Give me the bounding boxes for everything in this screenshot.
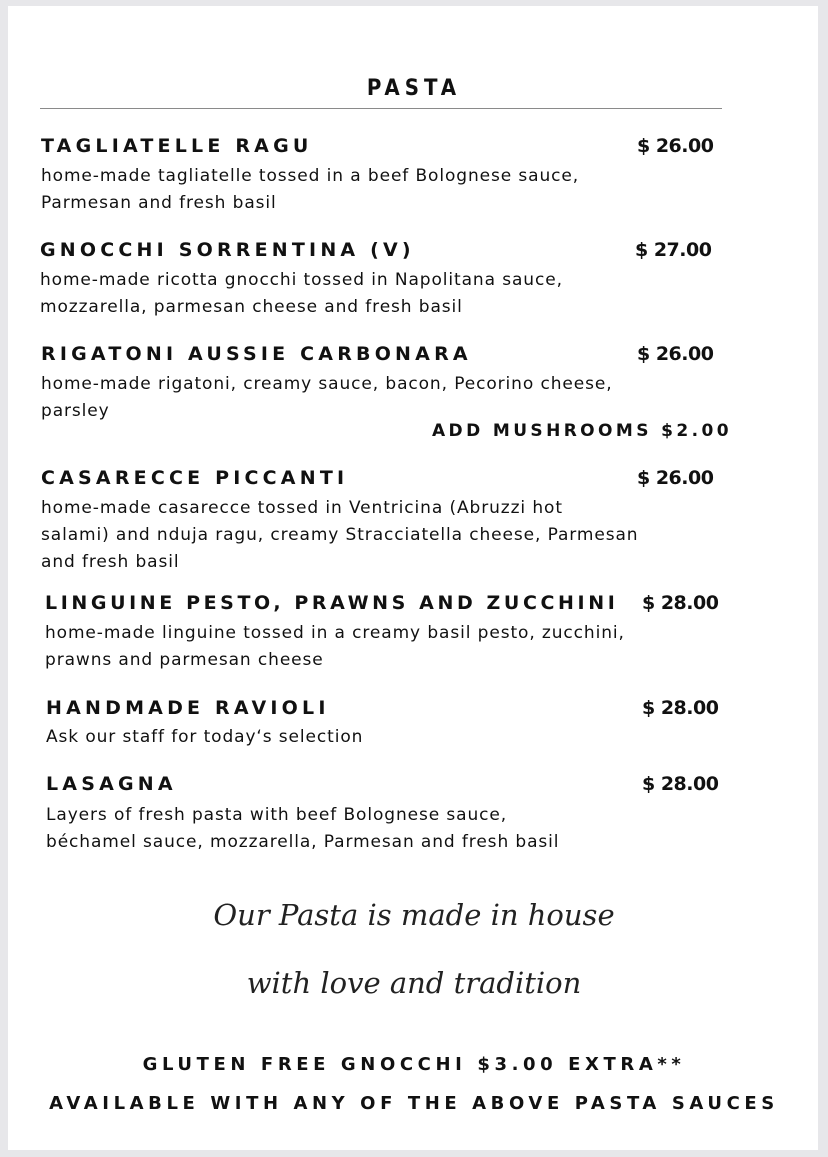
dish-price: $ 26.00 — [637, 135, 714, 157]
dish-price: $ 27.00 — [635, 239, 712, 261]
dish-description-line: home-made linguine tossed in a creamy basil pesto, zucchini, — [45, 623, 625, 643]
dish-price: $ 26.00 — [637, 467, 714, 489]
dish-description-line: Layers of fresh pasta with beef Bolognese sauce, — [46, 805, 508, 825]
dish-description-line: mozzarella, parmesan cheese and fresh basil — [40, 297, 463, 317]
dish-description-line: home-made ricotta gnocchi tossed in Napolitana sauce, — [40, 270, 563, 290]
dish-name: CASARECCE PICCANTI — [41, 467, 349, 489]
dish-name: HANDMADE RAVIOLI — [46, 697, 330, 719]
dish-description-line: béchamel sauce, mozzarella, Parmesan and fresh basil — [46, 832, 560, 852]
dish-name: RIGATONI AUSSIE CARBONARA — [41, 343, 472, 365]
dish-description-line: salami) and nduja ragu, creamy Stracciatella cheese, Parmesan — [41, 525, 639, 545]
dish-price: $ 26.00 — [637, 343, 714, 365]
dish-price: $ 28.00 — [642, 697, 719, 719]
addon-mushrooms: ADD MUSHROOMS $2.00 — [432, 421, 732, 441]
title-divider — [40, 108, 722, 109]
dish-description-line: home-made casarecce tossed in Ventricina (Abruzzi hot — [41, 498, 563, 518]
gluten-free-note: GLUTEN FREE GNOCCHI $3.00 EXTRA** — [142, 1054, 686, 1075]
dish-name: LASAGNA — [46, 773, 177, 795]
dish-name: GNOCCHI SORRENTINA (V) — [40, 239, 415, 261]
tagline-line-2: with love and tradition — [246, 966, 582, 1000]
dish-description-line: Parmesan and fresh basil — [41, 193, 277, 213]
dish-price: $ 28.00 — [642, 773, 719, 795]
dish-description-line: parsley — [41, 401, 110, 421]
dish-name: LINGUINE PESTO, PRAWNS AND ZUCCHINI — [45, 592, 619, 614]
sauce-availability-note: AVAILABLE WITH ANY OF THE ABOVE PASTA SAUCES — [49, 1093, 779, 1114]
tagline-line-1: Our Pasta is made in house — [213, 898, 615, 932]
dish-description-line: prawns and parmesan cheese — [45, 650, 324, 670]
section-title: PASTA — [366, 76, 462, 101]
dish-price: $ 28.00 — [642, 592, 719, 614]
dish-name: TAGLIATELLE RAGU — [41, 135, 313, 157]
dish-description-line: home-made tagliatelle tossed in a beef Bolognese sauce, — [41, 166, 580, 186]
dish-description-line: home-made rigatoni, creamy sauce, bacon, Pecorino cheese, — [41, 374, 613, 394]
dish-description-line: and fresh basil — [41, 552, 180, 572]
dish-description-line: Ask our staff for today‘s selection — [46, 727, 364, 747]
